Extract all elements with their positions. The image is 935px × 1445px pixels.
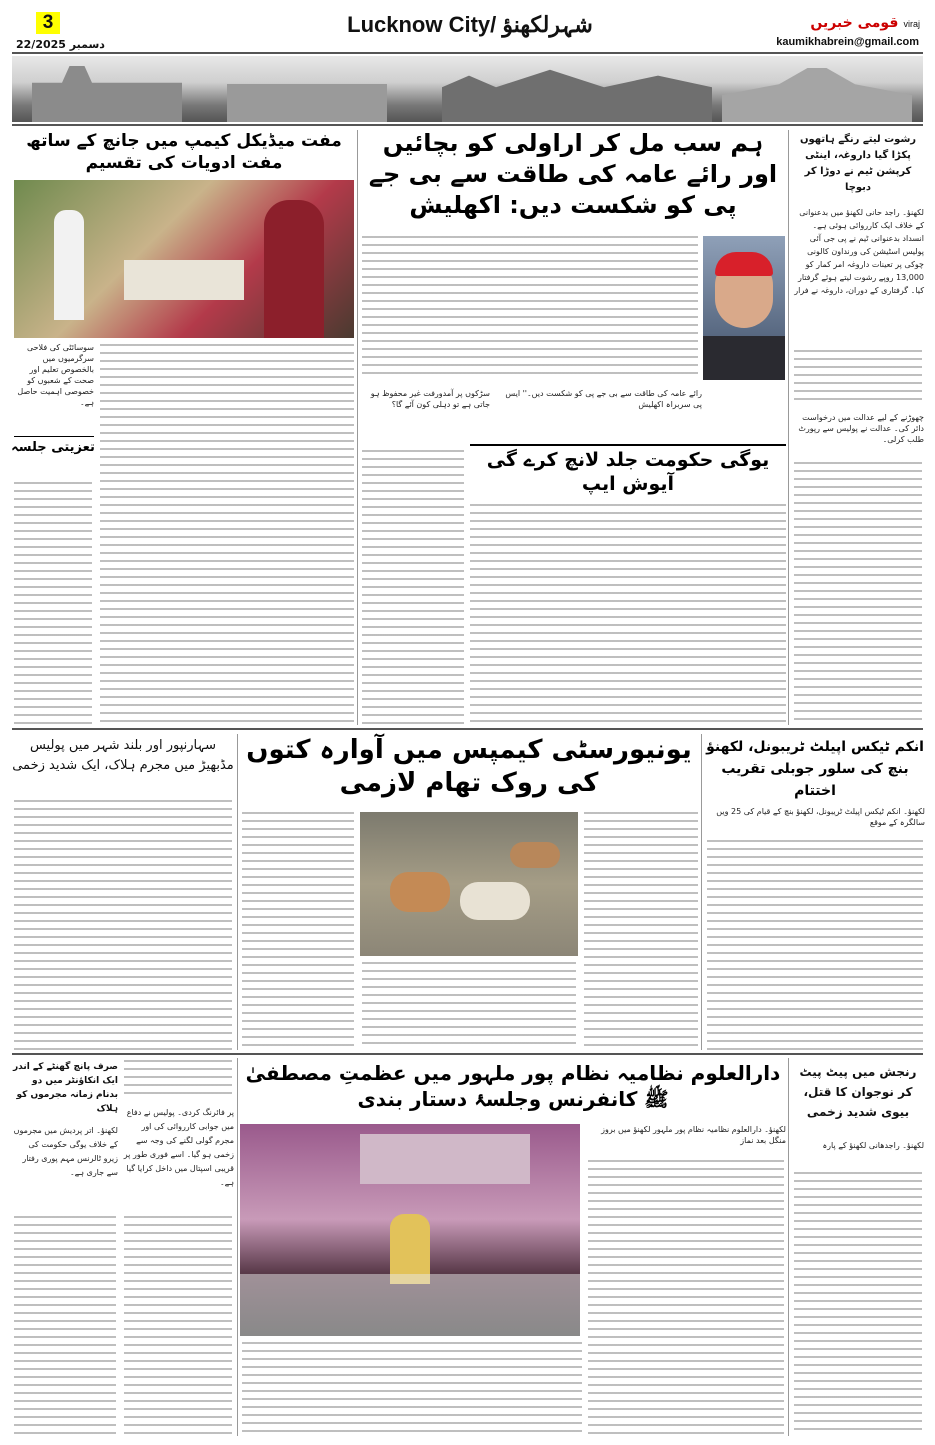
akhilesh-body-continued <box>362 450 464 724</box>
conference-headline: دارالعلوم نظامیہ نظام پور ملہور میں عظمتِ مصطفیٰ ﷺ کانفرنس وجلسۂ دستار بندی <box>245 1061 781 1111</box>
conference-lede: لکھنؤ۔ دارالعلوم نظامیہ نظام پور ملہور لکھنؤ میں بروز منگل بعد نماز <box>601 1125 786 1145</box>
tribunal-headline: انکم ٹیکس اپیلٹ ٹریبونل، لکھنؤ بنچ کی سلور جوبلی تقریب اختتام <box>706 739 924 799</box>
newspaper-logo <box>780 12 920 31</box>
akhilesh-quote: رائے عامہ کی طاقت سے بی جے پی کو شکست دیں۔'' ایس پی سربراہ اکھلیش <box>505 389 702 409</box>
issue-date: 22/دسمبر 2025 <box>16 38 105 51</box>
encounter-body-continued <box>124 1060 232 1100</box>
ayush-app-headline: یوگی حکومت جلد لانچ کرے گی آیوش ایپ <box>486 449 770 495</box>
encounter2-lede: لکھنؤ۔ اتر پردیش میں مجرموں کے خلاف یوگی حکومت کی زیرو ٹالرنس مہم پوری رفتار سے جاری ہے۔ <box>13 1126 118 1177</box>
lucknow-monuments-banner <box>12 56 923 122</box>
medical-camp-headline: مفت میڈیکل کیمپ میں جانچ کے ساتھ مفت ادویات کی تقسیم <box>26 131 342 173</box>
page-title: Lucknow City/ شہرلکھنؤ <box>347 12 593 37</box>
encounter2-subhead: صرف پانچ گھنٹے کے اندر ایک انکاؤنٹر میں دو بدنام زمانہ مجرموں کو ہلاک <box>12 1062 118 1114</box>
bribery-continued: چھوڑنے کے لیے عدالت میں درخواست دائر کی۔ عدالت نے پولیس سے رپورٹ طلب کرلی۔ <box>798 413 924 444</box>
murder-lede: لکھنؤ۔ راجدھانی لکھنؤ کے پارہ <box>822 1141 924 1150</box>
murder-body <box>794 1172 922 1434</box>
encounter2-body <box>14 1216 116 1434</box>
condolence-body <box>14 482 92 724</box>
contact-email[interactable]: kaumikhabrein@gmail.com <box>776 36 919 48</box>
dogs-body-2 <box>584 812 698 1050</box>
page-number-badge: 3 <box>36 12 60 34</box>
akhilesh-headline: ہم سب مل کر اراولی کو بچائیں اور رائے عامہ کی طاقت سے بی جے پی کو شکست دیں: اکھلیش <box>368 129 778 219</box>
dogs-body-3 <box>362 962 576 1050</box>
akhilesh-side-question: سڑکوں پر آمدورفت غیر محفوظ ہو جاتی ہے تو دہلی کون آئے گا؟ <box>370 389 490 409</box>
encounter-body <box>14 800 232 1050</box>
conference-body <box>588 1160 784 1434</box>
akhilesh-photo <box>703 236 785 380</box>
encounter-excerpt: پر فائرنگ کردی۔ پولیس نے دفاع میں جوابی کارروائی کی اور مجرم گولی لگنے کی وجہ سے زخمی ہو گیا۔ اسے فوری طور پر قریبی اسپتال میں داخل کرایا گیا ہے۔ <box>123 1108 234 1187</box>
logo-name: قومی خبریں <box>810 15 899 31</box>
akhilesh-body <box>362 236 698 376</box>
dogs-body <box>242 812 354 1050</box>
bribery-body-2 <box>794 462 922 724</box>
encounter-headline: سہارنپور اور بلند شہر میں پولیس مڈبھیڑ میں مجرم ہلاک، ایک شدید زخمی <box>12 738 234 773</box>
conference-photo <box>240 1124 580 1336</box>
conference-body-2 <box>242 1342 582 1434</box>
medical-camp-photo <box>14 180 354 338</box>
murder-headline: رنجش میں پیٹ پیٹ کر نوجوان کا قتل، بیوی شدید زخمی <box>799 1065 917 1119</box>
bribery-lede: لکھنؤ۔ راجد حانی لکھنؤ میں بدعنوانی کے خلاف ایک کارروائی ہوئی ہے۔ انسداد بدعنوانی ٹیم نے پی جی آئی پولیس اسٹیشن کی ورنداون کالونی چوکی پر تعینات داروغہ امر کمار کو 13,000 روپے رشوت لیتے ہوئے گرفتار کیا۔ گرفتاری کے دوران، داروغہ نے فرار <box>794 208 924 295</box>
bribery-body <box>794 350 922 406</box>
tribunal-body <box>707 840 923 1050</box>
bribery-headline: رشوت لیتے رنگے ہاتھوں پکڑا گیا داروغہ، اینٹی کرپشن ٹیم نے دوڑا کر دبوچا <box>799 134 917 193</box>
ayush-app-body <box>470 504 786 724</box>
medical-camp-closing: سوسائٹی کی فلاحی سرگرمیوں میں بالخصوص تعلیم اور صحت کے شعبوں کو خصوصی اہمیت حاصل ہے۔ <box>17 343 94 407</box>
condolence-subhead: تعزیتی جلسہ <box>11 440 95 455</box>
medical-camp-body <box>100 344 354 724</box>
logo-brand: viraj <box>903 19 920 29</box>
tribunal-lede: لکھنؤ۔ انکم ٹیکس اپیلٹ ٹریبونل، لکھنؤ بنچ کے قیام کی 25 ویں سالگرہ کے موقع <box>716 807 925 827</box>
stray-dogs-photo <box>360 812 578 956</box>
encounter-body-3 <box>124 1216 232 1434</box>
dogs-headline: یونیورسٹی کیمپس میں آوارہ کتوں کی روک تھام لازمی <box>246 735 692 798</box>
